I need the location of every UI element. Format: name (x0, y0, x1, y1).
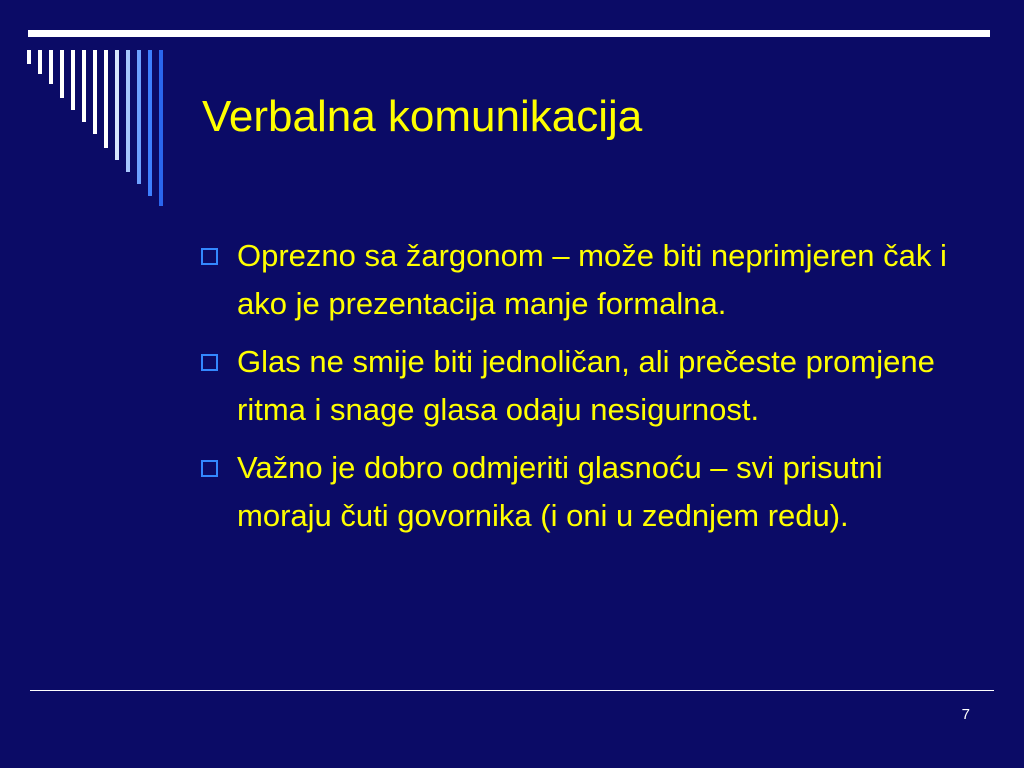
stripe-8 (104, 50, 108, 148)
bullet-text: Oprezno sa žargonom – može biti neprimjeren čak i ako je prezentacija manje formalna. (237, 238, 947, 321)
list-item (200, 232, 960, 328)
list-item (200, 338, 960, 434)
hollow-square-bullet-icon (201, 248, 218, 265)
list-item (200, 444, 960, 540)
bottom-rule (30, 690, 994, 691)
slide-title: Verbalna komunikacija (202, 92, 643, 141)
stripe-4 (60, 50, 64, 98)
stripe-5 (71, 50, 75, 110)
decorative-stripes (0, 0, 200, 220)
stripe-13 (159, 50, 163, 206)
stripe-3 (49, 50, 53, 84)
hollow-square-bullet-icon (201, 460, 218, 477)
page-number: 7 (961, 706, 970, 723)
hollow-square-bullet-icon (201, 354, 218, 371)
stripe-10 (126, 50, 130, 172)
stripe-11 (137, 50, 141, 184)
bullet-text: Glas ne smije biti jednoličan, ali prečeste promjene ritma i snage glasa odaju nesigurnost. (237, 344, 935, 427)
stripe-1 (27, 50, 31, 64)
stripe-2 (38, 50, 42, 74)
bullet-list (200, 232, 960, 550)
stripe-12 (148, 50, 152, 196)
stripe-6 (82, 50, 86, 122)
stripe-9 (115, 50, 119, 160)
stripe-7 (93, 50, 97, 134)
bullet-text: Važno je dobro odmjeriti glasnoću – svi prisutni moraju čuti govornika (i oni u zednjem redu). (237, 450, 883, 533)
